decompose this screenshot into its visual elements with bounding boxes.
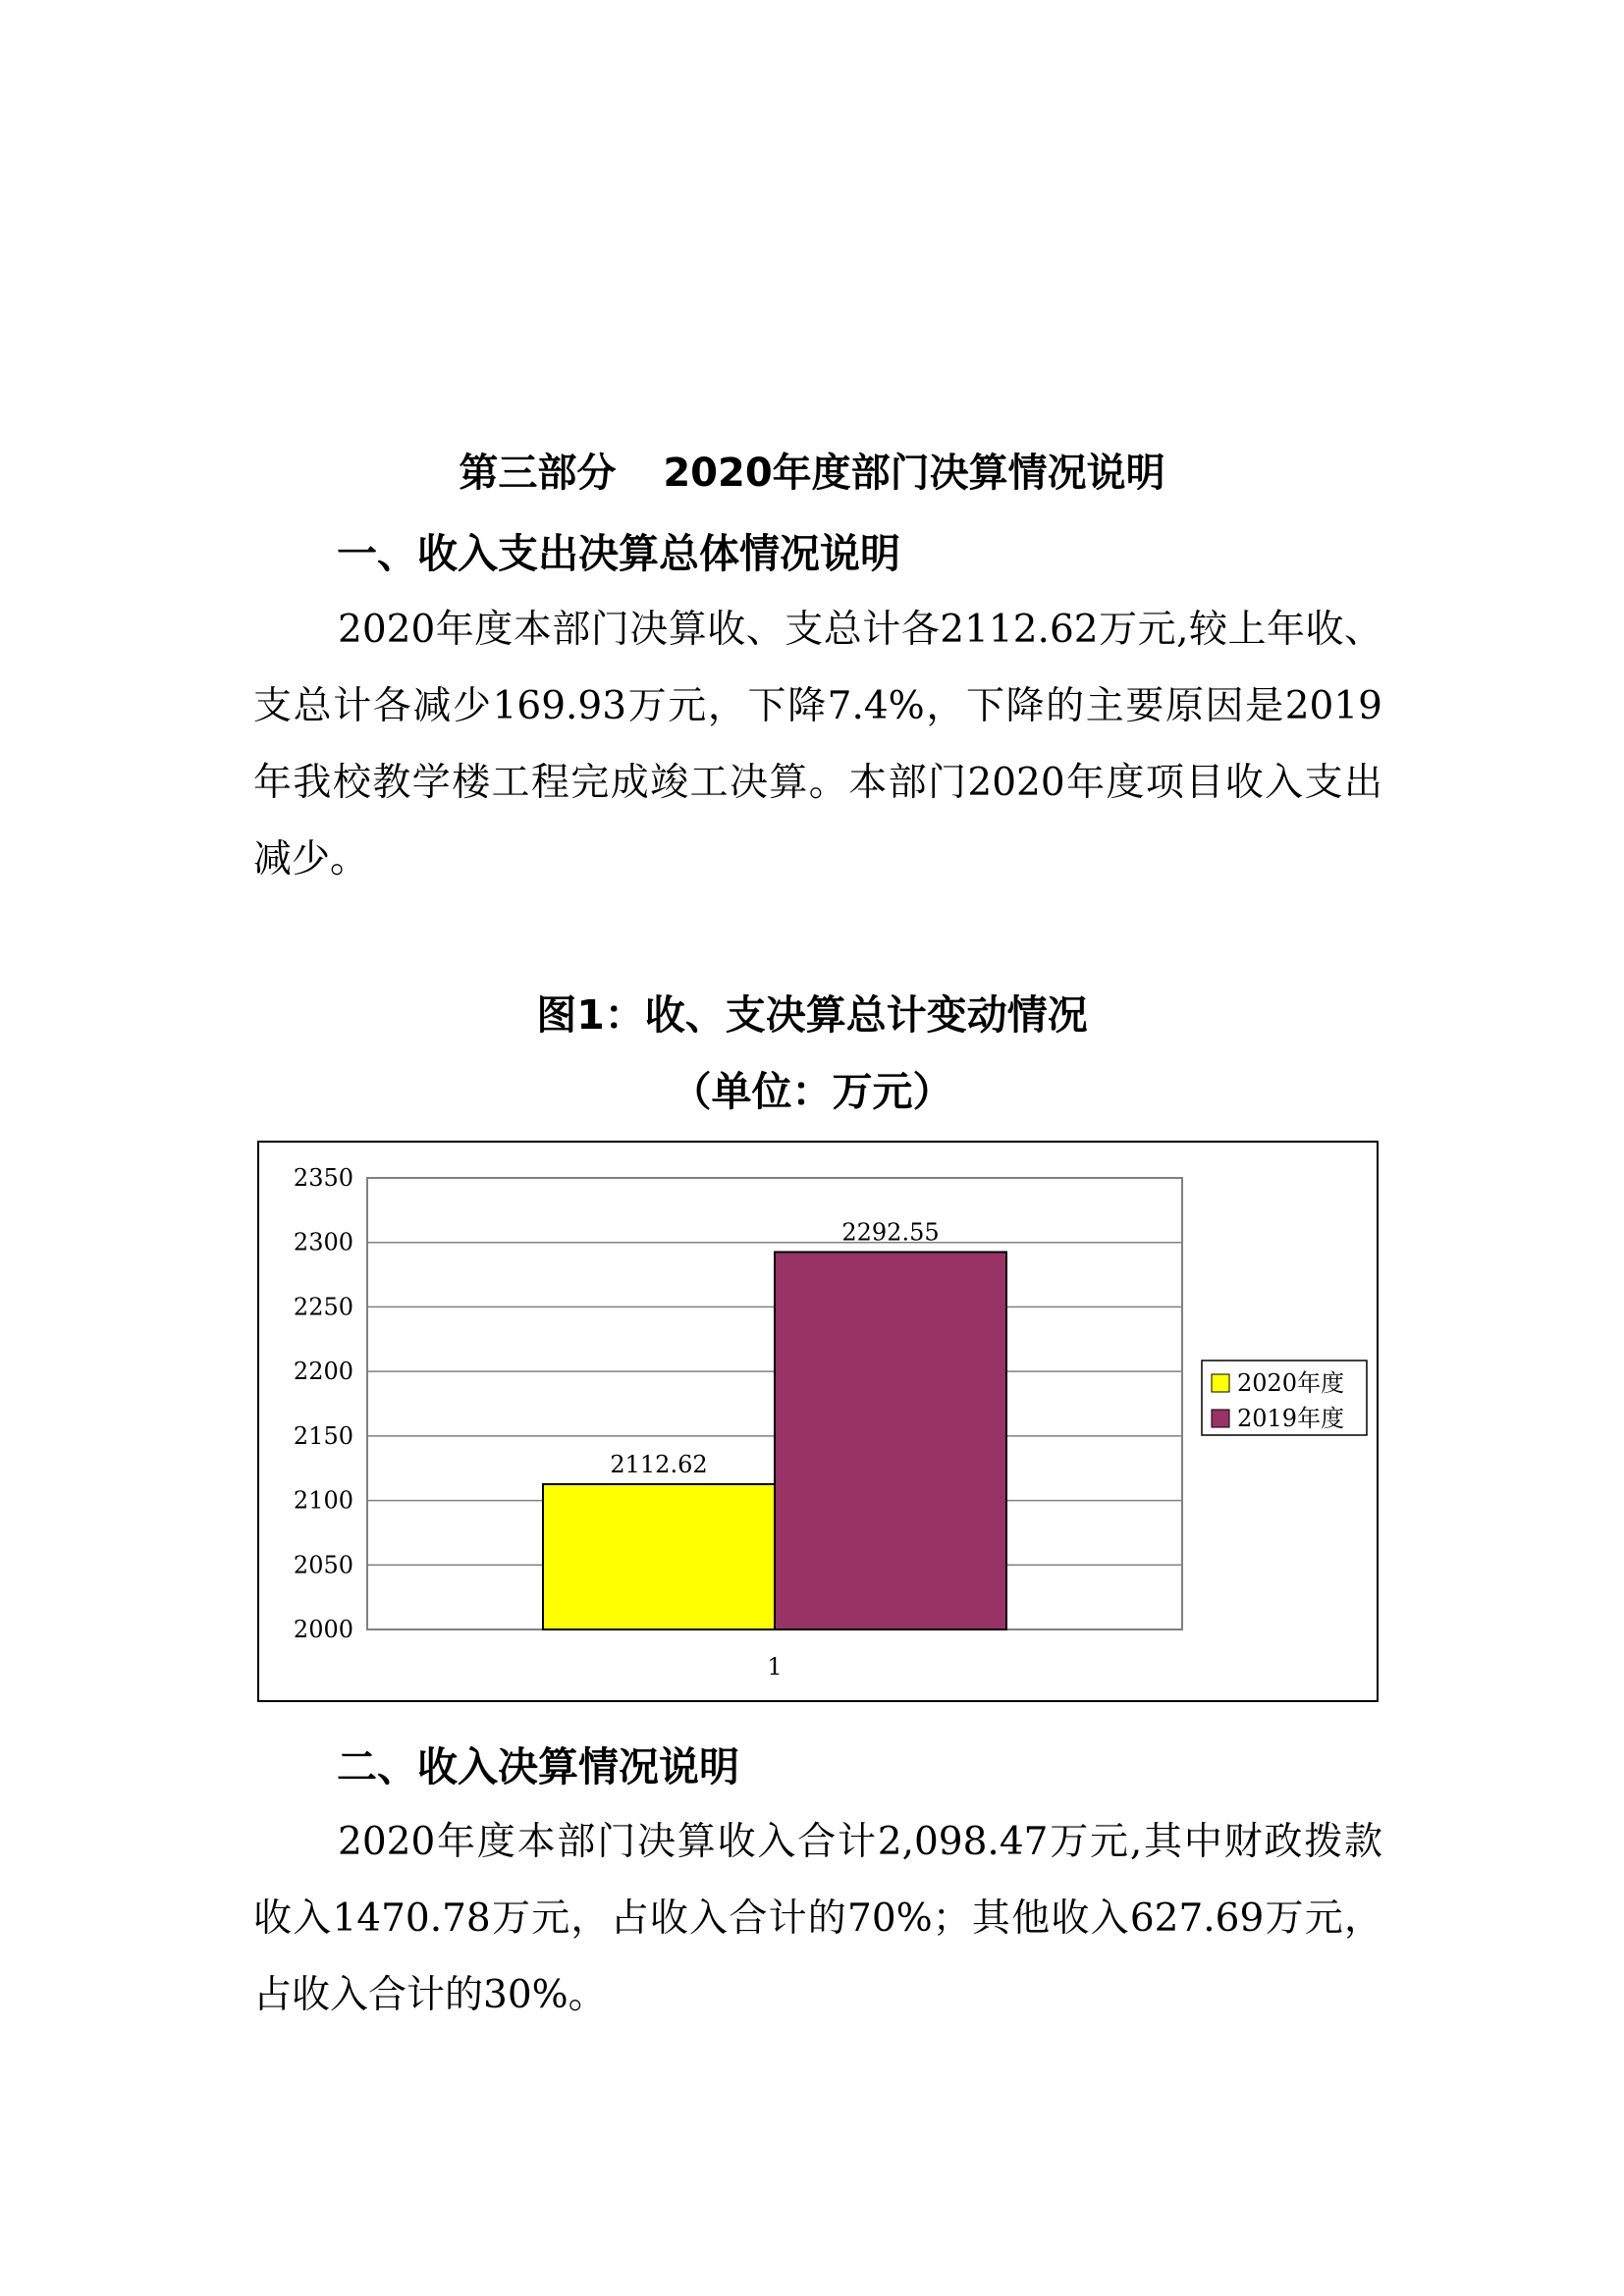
- section2-heading: 二、收入决算情况说明: [337, 1743, 739, 1790]
- part-heading: 2020年度部门决算情况说明: [663, 451, 1165, 496]
- data-label: 2112.62: [610, 1450, 708, 1478]
- y-tick-label: 2300: [293, 1228, 353, 1256]
- y-tick-label: 2350: [293, 1164, 353, 1192]
- y-tick-label: 2200: [293, 1358, 353, 1386]
- figure-unit: （单位：万元）: [671, 1068, 953, 1115]
- bar-2020年度: [543, 1484, 775, 1629]
- section2-paragraph: 2020年度本部门决算收入合计2,098.47万元,其中财政拨款收入1470.78万元，占收入合计的70%；其他收入627.69万元，占收入合计的30%。: [253, 1820, 1382, 2017]
- bar-chart-svg: [259, 1143, 1377, 1700]
- legend-label: 2020年度: [1237, 1369, 1345, 1397]
- part-title: [0, 444, 1624, 503]
- x-tick-label: 1: [767, 1653, 783, 1681]
- data-label: 2292.55: [841, 1218, 940, 1247]
- y-tick-label: 2150: [293, 1421, 353, 1450]
- y-tick-label: 2250: [293, 1293, 353, 1321]
- bar-2019年度: [775, 1253, 1006, 1629]
- legend-swatch: [1212, 1410, 1229, 1427]
- y-tick-label: 2050: [293, 1551, 353, 1579]
- part-label: 第三部分: [459, 451, 617, 496]
- legend-label: 2019年度: [1237, 1405, 1345, 1432]
- legend-swatch: [1212, 1374, 1229, 1392]
- section1-heading: 一、收入支出决算总体情况说明: [337, 530, 900, 577]
- bar-chart: [257, 1141, 1379, 1702]
- y-tick-label: 2000: [293, 1616, 353, 1643]
- y-tick-label: 2100: [293, 1486, 353, 1515]
- figure-title: 图1：收、支决算总计变动情况: [536, 991, 1088, 1039]
- section1-paragraph: 2020年度本部门决算收、支总计各2112.62万元,较上年收、支总计各减少169.93万元，下降7.4%，下降的主要原因是2019年我校教学楼工程完成竣工决算。本部门2020年度项目收入支出减少。: [253, 608, 1382, 881]
